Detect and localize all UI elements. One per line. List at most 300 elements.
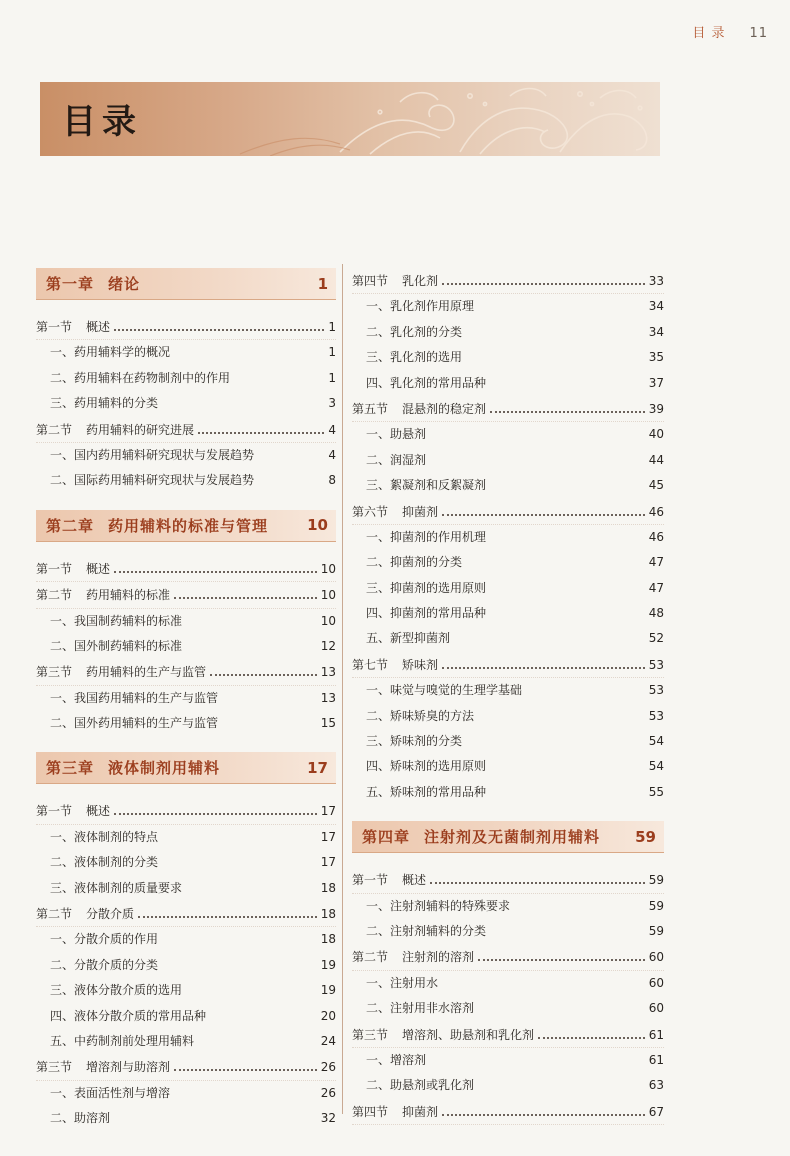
subsection-entry [352,626,664,651]
subsection-entry [36,1081,336,1106]
leader-dots [442,1099,645,1116]
entry-page: 34 [648,324,664,339]
section-entry [36,798,336,824]
entry-page: 33 [648,274,664,288]
subsection-entry [352,576,664,601]
entry-name: 一、表面活性剂与增溶 [50,1085,171,1100]
leader-dots [490,474,645,489]
subsection-entry [352,422,664,447]
entry-page: 17 [320,855,336,870]
subsection-entry [352,894,664,919]
entry-name: 二、抑菌剂的分类 [366,555,463,570]
entry-name: 一、分散介质的作用 [50,932,159,947]
title-banner [40,82,660,156]
subsection-entry [36,978,336,1003]
entry-name: 混悬剂的稳定剂 [402,401,487,416]
entry-page: 48 [648,606,664,621]
entry-page: 60 [648,1001,664,1016]
entry-page: 55 [648,784,664,799]
entry-page: 1 [328,320,336,334]
entry-page: 10 [320,588,336,603]
entry-name: 药用辅料的研究进展 [86,422,195,437]
entry-name: 五、新型抑菌剂 [366,631,451,646]
entry-title [36,315,110,340]
chapter-name: 液体制剂用辅料 [108,759,221,778]
section-number: 第六节 [352,504,389,519]
entry-name: 二、液体制剂的分类 [50,855,159,870]
section-number: 第二节 [352,950,389,965]
chapter-page: 17 [307,758,328,777]
entry-page: 61 [648,1027,664,1042]
entry-title [366,601,486,626]
entry-page: 4 [328,447,336,462]
entry-title [50,825,158,850]
entry-title [50,686,218,711]
entry-name: 二、助溶剂 [50,1111,111,1126]
leader-dots [114,1107,317,1122]
entry-name: 四、矫味剂的选用原则 [366,759,487,774]
entry-name: 二、润湿剂 [366,452,427,467]
subsection-entry [352,704,664,729]
entry-page: 4 [328,422,336,437]
entry-title [36,660,206,685]
section-number: 第四节 [352,274,389,288]
entry-title [36,799,110,824]
leader-dots [222,712,317,727]
subsection-entry [36,634,336,659]
leader-dots [162,954,317,969]
subsection-entry [36,468,336,493]
subsection-entry [352,1048,664,1073]
entry-title [366,919,486,944]
leader-dots [466,730,645,745]
entry-name: 药用辅料的标准 [86,588,171,603]
section-entry [352,1022,664,1048]
entry-name: 三、抑菌剂的选用原则 [366,580,487,595]
entry-page: 20 [320,1008,336,1023]
entry-name: 一、味觉与嗅觉的生理学基础 [366,683,523,698]
subsection-entry [352,971,664,996]
entry-name: 二、分散介质的分类 [50,957,159,972]
entry-page: 37 [648,375,664,390]
page-number: 11 [749,26,768,41]
leader-dots [490,396,645,413]
leader-dots [490,526,645,541]
subsection-entry [36,340,336,365]
subsection-entry [36,825,336,850]
entry-name: 五、矫味剂的常用品种 [366,784,487,799]
chapter-page: 10 [307,516,328,535]
entry-title [50,1029,194,1054]
leader-dots [526,679,645,694]
entry-name: 四、抑菌剂的常用品种 [366,606,487,621]
chapter-title [46,515,268,536]
leader-dots [258,469,324,484]
subsection-entry [36,850,336,875]
entry-page: 32 [320,1111,336,1126]
entry-page: 63 [648,1078,664,1093]
leader-dots [430,867,645,884]
entry-page: 17 [320,804,336,819]
entry-title [50,468,254,493]
chapter-title [46,757,220,778]
entry-title [50,391,158,416]
entry-title [36,902,134,927]
entry-name: 一、抑菌剂的作用机理 [366,529,487,544]
section-entry [352,867,664,893]
leader-dots [162,928,317,943]
chapter-number: 第二章 [46,516,95,535]
entry-title [352,397,486,422]
leader-dots [162,851,317,866]
leader-dots [442,499,645,516]
toc-right-column [352,268,664,1125]
entry-title [366,678,522,703]
leader-dots [430,449,645,464]
chapter-heading [352,821,664,853]
entry-title [36,418,194,443]
leader-dots [490,920,645,935]
subsection-entry [352,473,664,498]
section-entry [352,1099,664,1125]
leader-dots [466,321,645,336]
leader-dots [466,346,645,361]
entry-title [352,1100,438,1125]
chapter-name: 绪论 [108,275,141,293]
entry-name: 二、矫味矫臭的方法 [366,708,475,723]
entry-name: 二、注射用非水溶剂 [366,1001,475,1016]
leader-dots [162,392,324,407]
section-number: 第七节 [352,657,389,672]
leader-dots [222,687,317,702]
entry-title [36,583,170,608]
subsection-entry [36,1029,336,1054]
entry-page: 45 [648,478,664,493]
entry-name: 概述 [86,320,111,334]
entry-name: 抑菌剂 [402,504,439,519]
entry-name: 二、国外药用辅料的生产与监管 [50,716,219,731]
entry-page: 53 [648,708,664,723]
entry-name: 四、乳化剂的常用品种 [366,375,487,390]
entry-name: 一、我国制药辅料的标准 [50,613,183,628]
entry-name: 二、国外制药辅料的标准 [50,638,183,653]
section-number: 第一节 [36,561,73,576]
entry-title [366,971,438,996]
entry-page: 60 [648,975,664,990]
entry-name: 二、乳化剂的分类 [366,324,463,339]
entry-title [50,978,182,1003]
leader-dots [174,1054,317,1071]
leader-dots [186,979,317,994]
subsection-entry [352,371,664,396]
entry-page: 10 [320,561,336,576]
entry-page: 18 [320,932,336,947]
entry-name: 一、国内药用辅料研究现状与发展趋势 [50,447,255,462]
entry-title [352,945,474,970]
entry-name: 二、国际药用辅料研究现状与发展趋势 [50,473,255,488]
entry-title [352,868,426,893]
entry-title [50,634,182,659]
leader-dots [490,577,645,592]
entry-title [366,780,486,805]
leader-dots [186,610,317,625]
chapter-heading [36,752,336,784]
section-entry [36,556,336,582]
entry-name: 三、药用辅料的分类 [50,396,159,411]
entry-name: 三、液体分散介质的选用 [50,983,183,998]
section-entry [352,499,664,525]
leader-dots [186,635,317,650]
entry-name: 概述 [86,804,111,819]
chapter-number: 第三章 [46,759,95,778]
section-number: 第二节 [36,588,73,603]
entry-title [50,443,254,468]
entry-page: 59 [648,898,664,913]
leader-dots [490,781,645,796]
entry-title [352,1023,534,1048]
subsection-entry [36,443,336,468]
entry-page: 47 [648,580,664,595]
entry-name: 增溶剂与助溶剂 [86,1060,171,1075]
subsection-entry [36,927,336,952]
leader-dots [454,627,645,642]
chapter-heading [36,510,336,542]
entry-page: 12 [320,638,336,653]
entry-page: 54 [648,759,664,774]
subsection-entry [352,525,664,550]
chapter-number: 第一章 [46,275,95,293]
subsection-entry [36,686,336,711]
subsection-entry [352,294,664,319]
entry-title [50,953,158,978]
leader-dots [442,652,645,669]
entry-name: 二、注射剂辅料的分类 [366,923,487,938]
entry-title [366,550,462,575]
entry-name: 乳化剂 [402,274,439,288]
entry-name: 二、助悬剂或乳化剂 [366,1078,475,1093]
running-head-title: 目 录 [692,26,726,41]
entry-title [366,1073,474,1098]
entry-page: 46 [648,504,664,519]
entry-page: 44 [648,452,664,467]
leader-dots [234,367,324,382]
chapter-page: 59 [635,827,656,846]
entry-page: 53 [648,657,664,672]
entry-title [366,320,462,345]
leader-dots [478,1074,645,1089]
chapter-page: 1 [317,274,328,293]
entry-title [366,525,486,550]
entry-name: 一、注射剂辅料的特殊要求 [366,898,511,913]
leader-dots [478,944,645,961]
section-number: 第三节 [36,665,73,680]
entry-name: 一、乳化剂作用原理 [366,299,475,314]
leader-dots [174,582,317,599]
subsection-entry [352,448,664,473]
entry-title [366,345,462,370]
entry-title [366,294,474,319]
entry-title [352,653,438,678]
entry-name: 一、我国药用辅料的生产与监管 [50,690,219,705]
entry-page: 40 [648,427,664,442]
section-entry [36,417,336,443]
leader-dots [430,423,645,438]
entry-title [366,704,474,729]
subsection-entry [352,996,664,1021]
section-number: 第二节 [36,907,73,922]
subsection-entry [352,754,664,779]
leader-dots [174,1082,317,1097]
entry-page: 17 [320,829,336,844]
section-number: 第三节 [36,1060,73,1075]
page-title: 目录 [62,102,142,142]
entry-name: 增溶剂、助悬剂和乳化剂 [402,1027,535,1042]
spacer [352,805,664,821]
entry-name: 抑菌剂 [402,1104,439,1119]
subsection-entry [36,1106,336,1131]
entry-title [50,1004,206,1029]
section-entry [352,944,664,970]
entry-title [50,711,218,736]
leader-dots [478,997,645,1012]
entry-title [50,1106,110,1131]
subsection-entry [36,391,336,416]
entry-page: 26 [320,1060,336,1075]
entry-title [50,850,158,875]
leader-dots [258,444,324,459]
entry-page: 19 [320,957,336,972]
entry-name: 概述 [86,561,111,576]
entry-title [366,371,486,396]
entry-title [366,422,426,447]
entry-page: 59 [648,873,664,888]
entry-title [366,894,510,919]
entry-page: 18 [320,880,336,895]
leader-dots [430,1049,645,1064]
entry-title [366,626,450,651]
entry-page: 15 [320,716,336,731]
section-number: 第一节 [36,804,73,819]
leader-dots [162,826,317,841]
entry-name: 矫味剂 [402,657,439,672]
entry-page: 53 [648,683,664,698]
section-entry [36,1054,336,1080]
entry-title [366,473,486,498]
entry-page: 24 [320,1033,336,1048]
entry-name: 三、乳化剂的选用 [366,350,463,365]
subsection-entry [352,678,664,703]
entry-name: 一、增溶剂 [366,1052,427,1067]
entry-title [50,366,230,391]
entry-page: 60 [648,950,664,965]
spacer [36,736,336,752]
leader-dots [466,551,645,566]
entry-name: 三、矫味剂的分类 [366,734,463,749]
entry-name: 一、液体制剂的特点 [50,829,159,844]
leader-dots [198,417,324,434]
leader-dots [174,341,324,356]
entry-name: 一、注射用水 [366,975,439,990]
entry-page: 46 [648,529,664,544]
subsection-entry [36,366,336,391]
section-entry [352,396,664,422]
entry-name: 一、药用辅料学的概况 [50,345,171,360]
section-number: 第一节 [36,320,73,334]
entry-title [366,576,486,601]
section-entry [352,652,664,678]
entry-page: 13 [320,665,336,680]
entry-title [50,340,170,365]
entry-title [36,1055,170,1080]
entry-page: 1 [328,345,336,360]
chapter-number: 第四章 [362,828,411,847]
subsection-entry [36,609,336,634]
entry-title [366,1048,426,1073]
entry-page: 47 [648,555,664,570]
spacer [36,494,336,510]
column-divider [342,264,343,1114]
entry-name: 分散介质 [86,907,135,922]
subsection-entry [352,780,664,805]
chapter-name: 注射剂及无菌制剂用辅料 [424,828,601,847]
entry-title [352,269,438,294]
entry-title [50,1081,170,1106]
entry-name: 三、絮凝剂和反絮凝剂 [366,478,487,493]
leader-dots [442,972,645,987]
leader-dots [442,268,645,285]
subsection-entry [352,1073,664,1098]
entry-name: 三、液体制剂的质量要求 [50,880,183,895]
leader-dots [114,798,317,815]
entry-name: 五、中药制剂前处理用辅料 [50,1033,195,1048]
entry-title [366,754,486,779]
leader-dots [490,602,645,617]
leader-dots [490,755,645,770]
entry-name: 一、助悬剂 [366,427,427,442]
subsection-entry [352,729,664,754]
leader-dots [198,1030,317,1045]
entry-name: 概述 [402,873,427,888]
entry-title [366,996,474,1021]
section-number: 第四节 [352,1104,389,1119]
entry-page: 3 [328,396,336,411]
subsection-entry [352,601,664,626]
subsection-entry [352,550,664,575]
entry-title [50,927,158,952]
leader-dots [138,901,317,918]
leader-dots [210,1005,317,1020]
entry-page: 10 [320,613,336,628]
entry-page: 18 [320,907,336,922]
subsection-entry [36,711,336,736]
chapter-title [362,826,600,847]
entry-page: 39 [648,401,664,416]
entry-title [36,557,110,582]
section-entry [36,659,336,685]
leader-dots [514,895,645,910]
section-entry [36,314,336,340]
entry-page: 35 [648,350,664,365]
entry-page: 52 [648,631,664,646]
leader-dots [490,372,645,387]
running-head [692,22,768,41]
subsection-entry [36,1004,336,1029]
subsection-entry [352,345,664,370]
section-number: 第一节 [352,873,389,888]
entry-title [50,876,182,901]
entry-page: 8 [328,473,336,488]
entry-title [352,500,438,525]
